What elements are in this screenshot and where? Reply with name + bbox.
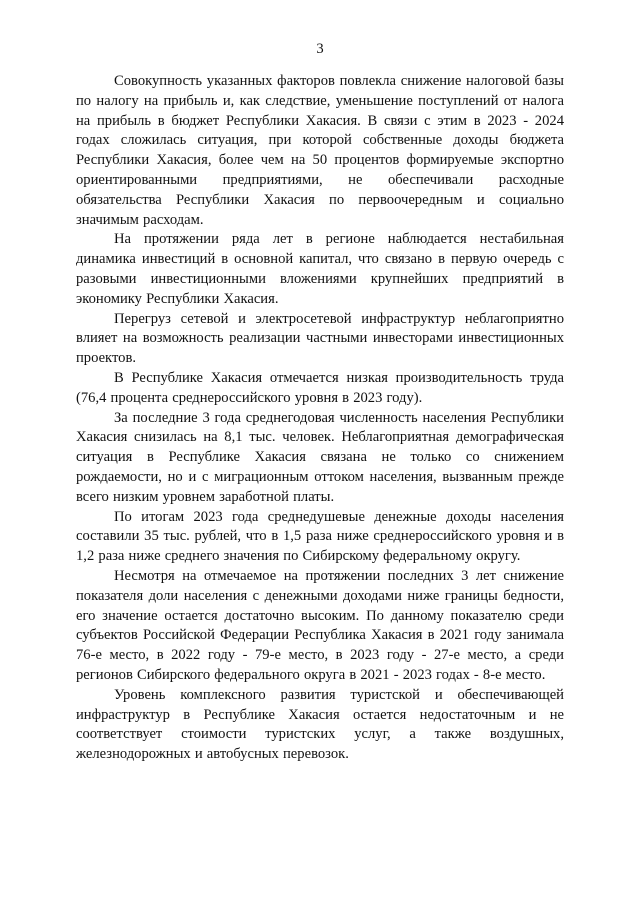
paragraph-labor-productivity: В Республике Хакасия отмечается низкая производительность труда (76,4 процента среднероссийского уровня в 2023 году). [76,369,564,406]
paragraph-income-levels: По итогам 2023 года среднедушевые денежные доходы населения составили 35 тыс. рублей, что в 1,5 раза ниже среднероссийского уровня и в 1,2 раза ниже среднего значения по Сибирскому федеральному округу. [76,508,564,565]
paragraph-population-decline: За последние 3 года среднегодовая численность населения Республики Хакасия снизилась на 8,1 тыс. человек. Неблагоприятная демографическая ситуация в Республике Хакасия связана не только со снижением рождаемости, но и с миграционным оттоком населения, вызванным прежде всего низким уровнем заработной платы. [76,409,564,505]
document-body [76,72,564,765]
paragraph-tax-base: Совокупность указанных факторов повлекла снижение налоговой базы по налогу на прибыль и, как следствие, уменьшение поступлений от налога на прибыль в бюджет Республики Хакасия. В связи с этим в 2023 - 2024 годах сложилась ситуация, при которой собственные доходы бюджета Республики Хакасия, более чем на 50 процентов формируемые экспортно ориентированными предприятиями, не обеспечивали расходные обязательства Республики Хакасия по первоочередным и социально значимым расходам. [76,73,564,228]
paragraph-infrastructure-overload: Перегруз сетевой и электросетевой инфраструктур неблагоприятно влияет на возможность реализации частными инвесторами инвестиционных проектов. [76,310,564,367]
page-number: 3 [316,41,324,57]
paragraph-poverty-ranking: Несмотря на отмечаемое на протяжении последних 3 лет снижение показателя доли населения с денежными доходами ниже границы бедности, его значение остается достаточно высоким. По данному показателю среди субъектов Российской Федерации Республика Хакасия в 2021 году занимала 76-е место, в 2022 году - 79-е место, в 2023 году - 27-е место, а среди регионов Сибирского федерального округа в 2021 - 2023 годах - 8-е место. [76,567,564,683]
paragraph-investment-dynamics: На протяжении ряда лет в регионе наблюдается нестабильная динамика инвестиций в основной капитал, что связано в первую очередь с разовыми инвестиционными вложениями крупнейших предприятий в экономику Республики Хакасия. [76,231,564,307]
paragraph-tourism-infrastructure: Уровень комплексного развития туристской и обеспечивающей инфраструктур в Республике Хакасия остается недостаточным и не соответствует стоимости туристских услуг, а также воздушных, железнодорожных и автобусных перевозок. [76,686,564,763]
